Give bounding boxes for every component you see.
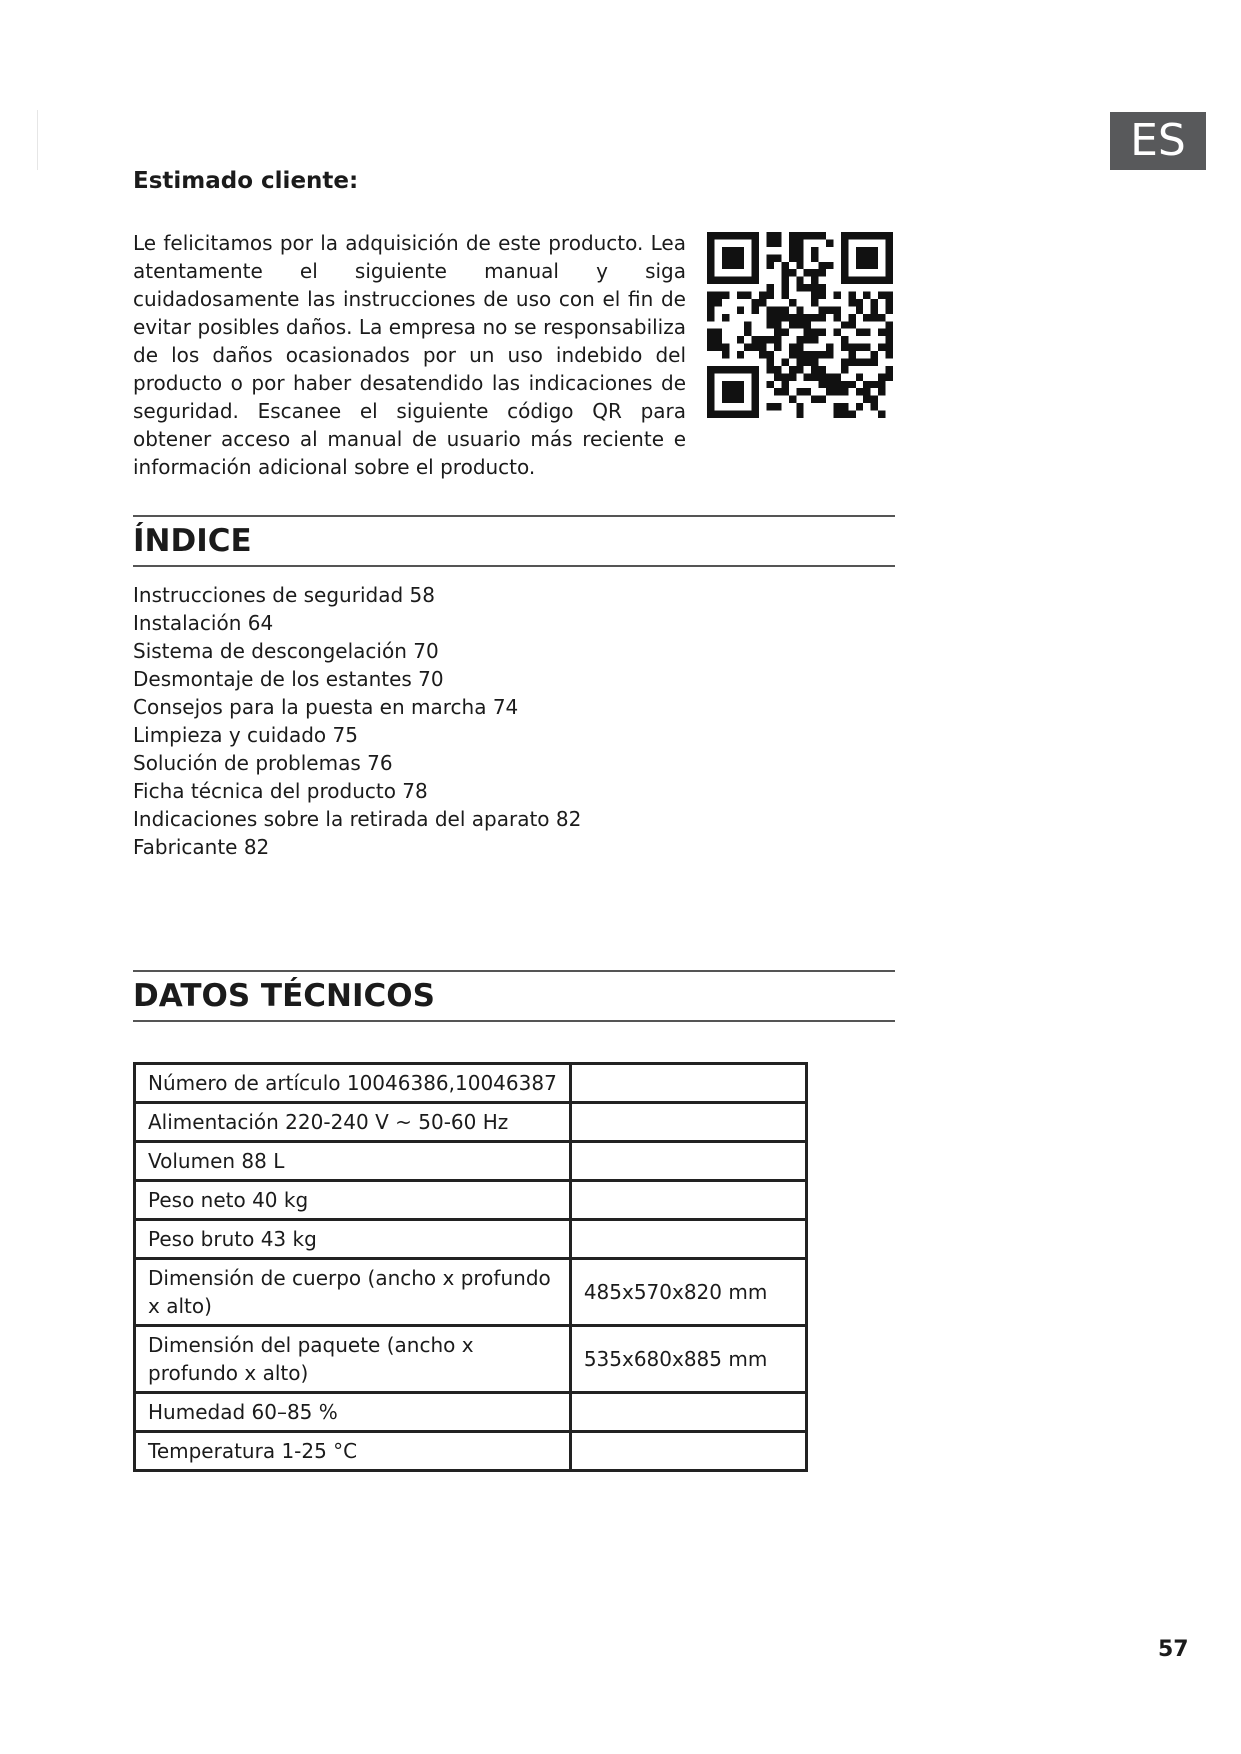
spec-value-cell: [570, 1393, 806, 1432]
spec-article-cell: Número de artículo 10046386,10046387: [135, 1064, 571, 1103]
table-row: [135, 1432, 807, 1471]
spec-value-cell: [570, 1142, 806, 1181]
toc-item: Ficha técnica del producto 78: [133, 779, 428, 803]
table-row: [135, 1393, 807, 1432]
spec-value-cell: 485x570x820 mm: [570, 1259, 806, 1326]
table-row: [135, 1181, 807, 1220]
tech-specs-table: [133, 1062, 808, 1472]
toc-item: Fabricante 82: [133, 835, 270, 859]
spec-value-cell: [570, 1064, 806, 1103]
table-row: [135, 1259, 807, 1326]
intro-paragraph: Le felicitamos por la adquisición de este producto. Lea atentamente el siguiente manual y siga cuidadosamente las instrucciones de uso con el fin de evitar posibles daños. La empresa no se responsabiliza de los daños ocasionados por un uso indebido del producto o por haber desatendido las indicaciones de seguridad. Escanee el siguiente código QR para obtener acceso al manual de usuario más reciente e información adicional sobre el producto.: [133, 231, 686, 479]
spec-value-cell: [570, 1181, 806, 1220]
toc-item: Sistema de descongelación 70: [133, 639, 439, 663]
toc-item: Instrucciones de seguridad 58: [133, 583, 435, 607]
table-row: [135, 1220, 807, 1259]
table-of-contents: [133, 581, 581, 861]
table-row: [135, 1142, 807, 1181]
spec-label-cell: Peso bruto 43 kg: [135, 1220, 571, 1259]
toc-item: Limpieza y cuidado 75: [133, 723, 358, 747]
page-number: 57: [1158, 1637, 1189, 1662]
tech-title: DATOS TÉCNICOS: [133, 978, 435, 1014]
toc-item: Desmontaje de los estantes 70: [133, 667, 444, 691]
spec-label-cell: Dimensión de cuerpo (ancho x profundo x alto): [135, 1259, 571, 1326]
tech-bottom-rule: [133, 1020, 895, 1022]
index-title: ÍNDICE: [133, 523, 252, 559]
spec-label-cell: Volumen 88 L: [135, 1142, 571, 1181]
index-bottom-rule: [133, 565, 895, 567]
toc-item: Consejos para la puesta en marcha 74: [133, 695, 519, 719]
spec-value-cell: [570, 1103, 806, 1142]
index-top-rule: [133, 515, 895, 517]
spec-value-cell: 535x680x885 mm: [570, 1326, 806, 1393]
greeting-heading: Estimado cliente:: [133, 168, 359, 194]
spec-label-cell: Temperatura 1-25 °C: [135, 1432, 571, 1471]
table-row: [135, 1103, 807, 1142]
table-row: [135, 1326, 807, 1393]
spec-value-cell: [570, 1432, 806, 1471]
tech-top-rule: [133, 970, 895, 972]
spec-power-cell: Alimentación 220-240 V ~ 50-60 Hz: [135, 1103, 571, 1142]
spec-label-cell: Dimensión del paquete (ancho x profundo x alto): [135, 1326, 571, 1393]
spec-label-cell: Humedad 60–85 %: [135, 1393, 571, 1432]
qr-code-icon: [707, 232, 893, 418]
toc-item: Instalación 64: [133, 611, 274, 635]
table-row: [135, 1064, 807, 1103]
margin-mark: [37, 110, 38, 170]
language-tab: ES: [1110, 112, 1206, 170]
spec-label-cell: Peso neto 40 kg: [135, 1181, 571, 1220]
spec-value-cell: [570, 1220, 806, 1259]
toc-item: Indicaciones sobre la retirada del aparato 82: [133, 807, 582, 831]
toc-item: Solución de problemas 76: [133, 751, 393, 775]
